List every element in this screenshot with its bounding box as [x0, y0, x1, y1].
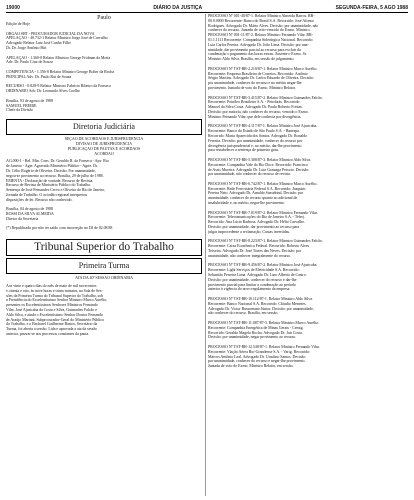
text-line: Edição de Hoje — [6, 22, 30, 26]
text-line: PROCESSO Nº TST-RR-10.112/87-1. Relator Ministro Aldo Silva. — [208, 297, 313, 302]
text-line: anterior à vigência do novo regulamento da empresa. — [208, 287, 291, 292]
text-line: PROCESSO Nº TST-RR-2.210/87-1. Relator Ministro Marco Aurélio. — [208, 66, 318, 71]
text-line: Recorrente: Light Serviços de Eletricidade S.A. Recorrido: — [208, 268, 300, 273]
text-line: Recorrente: Telecomunicações do Rio de Janeiro S.A. - Telerj. — [208, 215, 305, 220]
publication-date: SEGUNDA-FEIRA, 5 AGO 1988 — [335, 5, 408, 11]
text-line: por unanimidade, conhecer do recurso e no mérito negar-lhe — [208, 81, 302, 86]
right-column — [208, 14, 408, 496]
text-line: conhecer do recurso. Juntada de voto-vencido do Exmo. Ministro. — [208, 28, 311, 33]
text-line: Vilar, José Ajuricaba da Costa e Silva, Guimarães Falcão e — [6, 308, 98, 313]
text-line: Dr. Dr. Jorge Antônio Bitt — [6, 45, 47, 50]
text-line: PROCESSO Nº TST-RR-8.223/87-1. Relator Ministro Guimarães Falcão. — [208, 239, 323, 244]
text-line: 00.0.0000 Recorrente: Banco do Brasil S.A. Recorrido: José Afonso — [208, 18, 314, 23]
text-line: por unanimidade, conhecer do recurso e negar-lhe provimento. — [208, 359, 306, 364]
text-line: Recorrente: Companhia Energética de Minas Gerais - Cemig. — [208, 325, 304, 330]
text-line: de Janeiro - Agte. Agravado Ministério Público - Agrte. Dr. — [6, 164, 98, 169]
text-line: disposições de lei. Recurso não conhecido. — [6, 197, 73, 202]
text-line: PROCESSO Nº TST-RR-5.308/87-3. Relator Ministro Aldo Silva. — [208, 157, 312, 162]
text-line: PROCESSO Nº 001-40/87-1. Relator Ministro Almeida Barros. RR- — [208, 14, 315, 18]
text-line: (*) Republicado por não ter saído com incorreção no DJ de 02.08.88 — [6, 226, 113, 231]
text-line: Recorrido: Geraldo Magela Rocha. Advogado Dr. Jair Costa. — [208, 330, 303, 335]
text-line: PROCESSO Nº TST-RR-9.456/87-2. Relator Ministro José Ajuricaba. — [208, 263, 318, 268]
publication-title: DIÁRIO DA JUSTIÇA — [153, 5, 203, 11]
text-line: Diretor da Secretaria — [6, 216, 39, 221]
text-line: Sentença de José Fernandes Cervo e Oliveira do Rio de Janeiro, — [6, 188, 106, 193]
text-line: Brasília, 04 de agosto de 1988 — [6, 207, 53, 212]
text-line: para restabelecer a sentença de primeiro grau. — [208, 148, 279, 153]
text-line: sões da Primeira Turma do Tribunal Superior do Trabalho, sob — [6, 293, 104, 298]
text-line: Sérgio Martins. Advogado Dr. Carlos Eduardo de Oliveira. Decisão: — [208, 76, 314, 81]
text-line: Recorrente: Rede Ferroviária Federal S.A. Recorrido: Joaquim — [208, 186, 306, 191]
text-line: unanimidade, conhecer do recurso quanto ao adicional de — [208, 196, 298, 201]
text-line: Teixeira. Advogado Dr. José Torres das Neves. Decisão: por — [208, 249, 302, 254]
text-line: Turma, foi aberta a sessão. Lida e aprovada a ata da sessão — [6, 327, 97, 332]
text-line: PROCESSO Nº TST-RR-11.087/87-3. Relator Ministro Marco Aurélio. — [208, 321, 320, 325]
text-line: PROCESSO Nº TST-RR-4.117/87-1. Relator Ministro José Ajuricaba. — [208, 124, 318, 129]
text-line: não conhecer do recurso. Brasília, em sessão. — [208, 311, 279, 316]
text-line: Recorrente: Empresa Brasileira de Correios. Recorrido: Antônio — [208, 71, 308, 76]
text-line: Recorrente: Viação Aérea Rio-Grandense S.A. - Varig. Recorrido: — [208, 349, 311, 354]
text-line: Recorrente: Companhia Vale do Rio Doce. Recorrido: Francisco — [208, 162, 309, 167]
tribunal-title: Tribunal Superior do Trabalho — [34, 241, 174, 254]
text-line: Juntada de voto do Exmo. Ministro Relator, em sessão. — [208, 364, 294, 369]
text-line: presentes os Excelentíssimos Senhores Ministros Fernando — [6, 303, 98, 308]
text-line: anterior, passou-se aos processos constantes da pauta. — [6, 332, 90, 337]
text-line: do Trabalho, e o Bacharel Guilherme Bastos, Secretário da — [6, 322, 98, 327]
text-line: EMENTA - Declaração de vontade. Recurso de Revista. — [6, 178, 94, 183]
text-line: julgar improcedente a reclamação. Custas invertidas. — [208, 229, 290, 234]
text-line: nimidade, dar provimento parcial ao recurso para excluir da — [208, 47, 301, 52]
text-line: PUBLICAÇÃO DE PAUTAS E ACÓRDÃOS — [67, 146, 141, 151]
text-line: Decisão: por unanimidade, dar provimento ao recurso para — [208, 225, 300, 230]
text-line: Manoel da Silva Costa. Advogado Dr. Paulo Roberto Freitas. — [208, 105, 303, 110]
text-line: negou-se provimento ao recurso. Brasília, 29 de julho de 1988. — [6, 173, 104, 178]
text-line: DIVISÃO DE JURISPRUDÊNCIA — [75, 141, 133, 146]
text-line: ACÓRDÃO — [94, 151, 114, 156]
text-line: ROSSI DA SILVA ALMEIDA — [6, 212, 54, 217]
text-line: e oitenta e oito, às nove horas e trinta minutos, na Sala de Ses- — [6, 288, 103, 293]
text-line: Dr. Célio Rogério de Oliveira. Decisão: Por unanimidade, — [6, 168, 96, 173]
text-line: Chefe da Divisão — [6, 108, 33, 113]
text-line: Ministro Aldo Silva. Brasília, em sessão de julgamento. — [208, 57, 295, 62]
text-line: condenação o pagamento das horas extras. Ausente o Exmo. Sr. — [208, 52, 307, 57]
text-line: Pereira Neto. Advogado Dr. Arnaldo Sussekind. Decisão: por — [208, 191, 304, 196]
text-line: Recorrido: Ana Lúcia Barbosa. Advogado Dr. Hélio Carvalho. — [208, 220, 305, 225]
diretoria-subheads — [6, 137, 202, 156]
tribunal-header-box — [6, 239, 202, 256]
text-line: COMPETÊNCIA - 1.356-0 Relator Ministro George Bolter da Rocha — [6, 69, 115, 74]
diretoria-body — [6, 159, 202, 231]
text-line: Recorrente: Petróleo Brasileiro S.A. - Petrobrás. Recorrido: — [208, 100, 301, 105]
text-line: Recorrente: Caixa Econômica Federal. Recorrido: Roberto Alves — [208, 244, 310, 249]
text-line: provimento parcial para limitar a condenação ao período — [208, 282, 296, 287]
text-line: de Araújo Mariani, Subprocurador-Geral do Ministério Público — [6, 317, 105, 322]
pauta-lines — [6, 22, 202, 113]
text-line: ORDINÁRIO Adv. Dr. Leonardo Alves Coelho — [6, 89, 80, 94]
text-line: AG.000-1 - Rel. Min. Cons. Dr. Geraldo R. da Fonseca - Apv. Rio — [6, 159, 109, 164]
text-line: PRINCIPAL Adv. Dr. Paulo Rui de Souza — [6, 74, 72, 79]
text-line: unanimidade, não conhecer integralmente do recurso. — [208, 253, 292, 258]
turma-title: Primeira Turma — [78, 261, 130, 271]
text-line: PROCESSO Nº TST-RR-3.415/87-2. Relator Ministro Guimarães Falcão. — [208, 95, 323, 100]
text-line: provimento. Juntada de voto do Exmo. Ministro Relator. — [208, 85, 296, 90]
text-line: Aos vinte e quatro dias do mês de maio de mil novecentos — [6, 284, 97, 289]
text-line: SEÇÃO DE ACÓRDÃOS E JURISPRUDÊNCIA — [64, 137, 144, 142]
diretoria-title: Diretoria Judiciária — [73, 122, 135, 132]
text-line: Rodrigues. Advogado Dr. Mário Alves. Decisão: por unanimidade, não — [208, 23, 319, 28]
text-line: de Assis Moreira. Advogado Dr. Luiz Gonzaga Peixoto. Decisão: — [208, 167, 310, 172]
text-line: Sebastião Ferreira Lima. Advogado Dr. Lino Alberto de Castro. — [208, 273, 307, 278]
text-line: Ferreira. Decisão: por unanimidade, conhecer do recurso por — [208, 138, 303, 143]
text-line: PROCESSO Nº TST-RR-7.019/87-2. Relator Ministro Fernando Vilar. — [208, 210, 318, 215]
column-divider — [205, 14, 206, 496]
text-line: Decisão: por unanimidade, negar provimento ao recurso. — [208, 335, 297, 340]
text-line: PROCESSO Nº TST-RR-6.742/87-1. Relator Ministro Marco Aurélio. — [208, 181, 318, 186]
text-line: Aldo Silva, e ainda o Excelentíssimo Senhor Doutor Fernando — [6, 312, 103, 317]
page-header — [6, 2, 408, 13]
text-line: insalubridade e, no mérito, negar-lhe provimento. — [208, 201, 285, 206]
text-line: Advogado Relator Luiz José Cunha Filho — [6, 41, 71, 46]
text-line: Advogado Dr. Victor Russomano Júnior. Decisão: por unanimidade, — [208, 306, 314, 311]
text-line: Adv. Dr. Paulo Cruz de Souza — [6, 60, 53, 65]
page-number: 19000 — [6, 5, 20, 11]
diretoria-header-box — [6, 119, 202, 135]
ata-subtitle: ATA DA 40ª SESSÃO ORDINÁRIA — [75, 276, 133, 281]
text-line: ORGÃO SRT - PROCURADOR JUDICIAL DA NOVA — [6, 31, 95, 36]
text-line: Recorrente: Banco do Estado de São Paulo S.A. - Banespa. — [208, 129, 300, 134]
text-line: 01.1.1111 Recorrente: Companhia Siderúrgica Nacional. Recorrido: — [208, 37, 314, 42]
text-line: Recurso de Revista de Ministério Público do Trabalho. — [6, 183, 92, 188]
text-line: RECURSO - 0.828-9 Relator Ministro Fabrício Ribeiro da Fonseca — [6, 84, 111, 89]
text-line: a Presidência do Excelentíssimo Senhor Ministro Marco Aurélio, — [6, 298, 108, 303]
section-title-pauta: Paulo — [97, 15, 111, 21]
text-line: Brasília, 03 de agosto de 1988 — [6, 98, 53, 103]
text-line: Ministro Fernando Vilar, que dele conhecia por divergência. — [208, 114, 302, 119]
text-line: PROCESSO Nº TST-RR-12.540/87-1. Relator Ministro Fernando Vilar. — [208, 344, 320, 349]
text-line: Recorrente: Banco Nacional S.A. Recorrido: Cláudio Menezes. — [208, 301, 307, 306]
processos-list — [208, 14, 408, 369]
text-line: Recorrido: Maria Aparecida dos Santos. Advogado Dr. Ronaldo — [208, 133, 308, 138]
text-line: SAMUEL FREIRE — [6, 103, 37, 108]
text-line: APELAÇÃO - 1.360-0 Relator Ministro George Fridman da Motta — [6, 55, 111, 60]
ata-body — [6, 284, 202, 337]
text-line: Marcos Antônio Leal. Advogado Dr. Ursulino Santos. Decisão: — [208, 354, 307, 359]
text-line: por unanimidade, não conhecer do recurso de revista. — [208, 172, 291, 177]
text-line: PROCESSO Nº 001-11/87-2. Relator Ministro Fernando Vilar. RR- — [208, 33, 313, 38]
text-line: Jornada de Trabalho. O acórdão regional interpretou — [6, 192, 88, 197]
text-line: APELAÇÃO - 40.732-1 Relator Ministro Jorge José de Carvalho — [6, 36, 108, 41]
text-line: divergência jurisprudencial e, no mérito, dar-lhe provimento — [208, 143, 302, 148]
left-column — [6, 14, 202, 496]
turma-box — [6, 258, 202, 274]
text-line: Luiz Carlos Pereira. Advogado Dr. João Lima. Decisão: por una- — [208, 42, 309, 47]
text-line: Decisão: por unanimidade, conhecer do recurso e dar-lhe — [208, 277, 297, 282]
text-line: Decisão: por maioria, não conhecer do recurso, vencido o Exmo. — [208, 109, 309, 114]
